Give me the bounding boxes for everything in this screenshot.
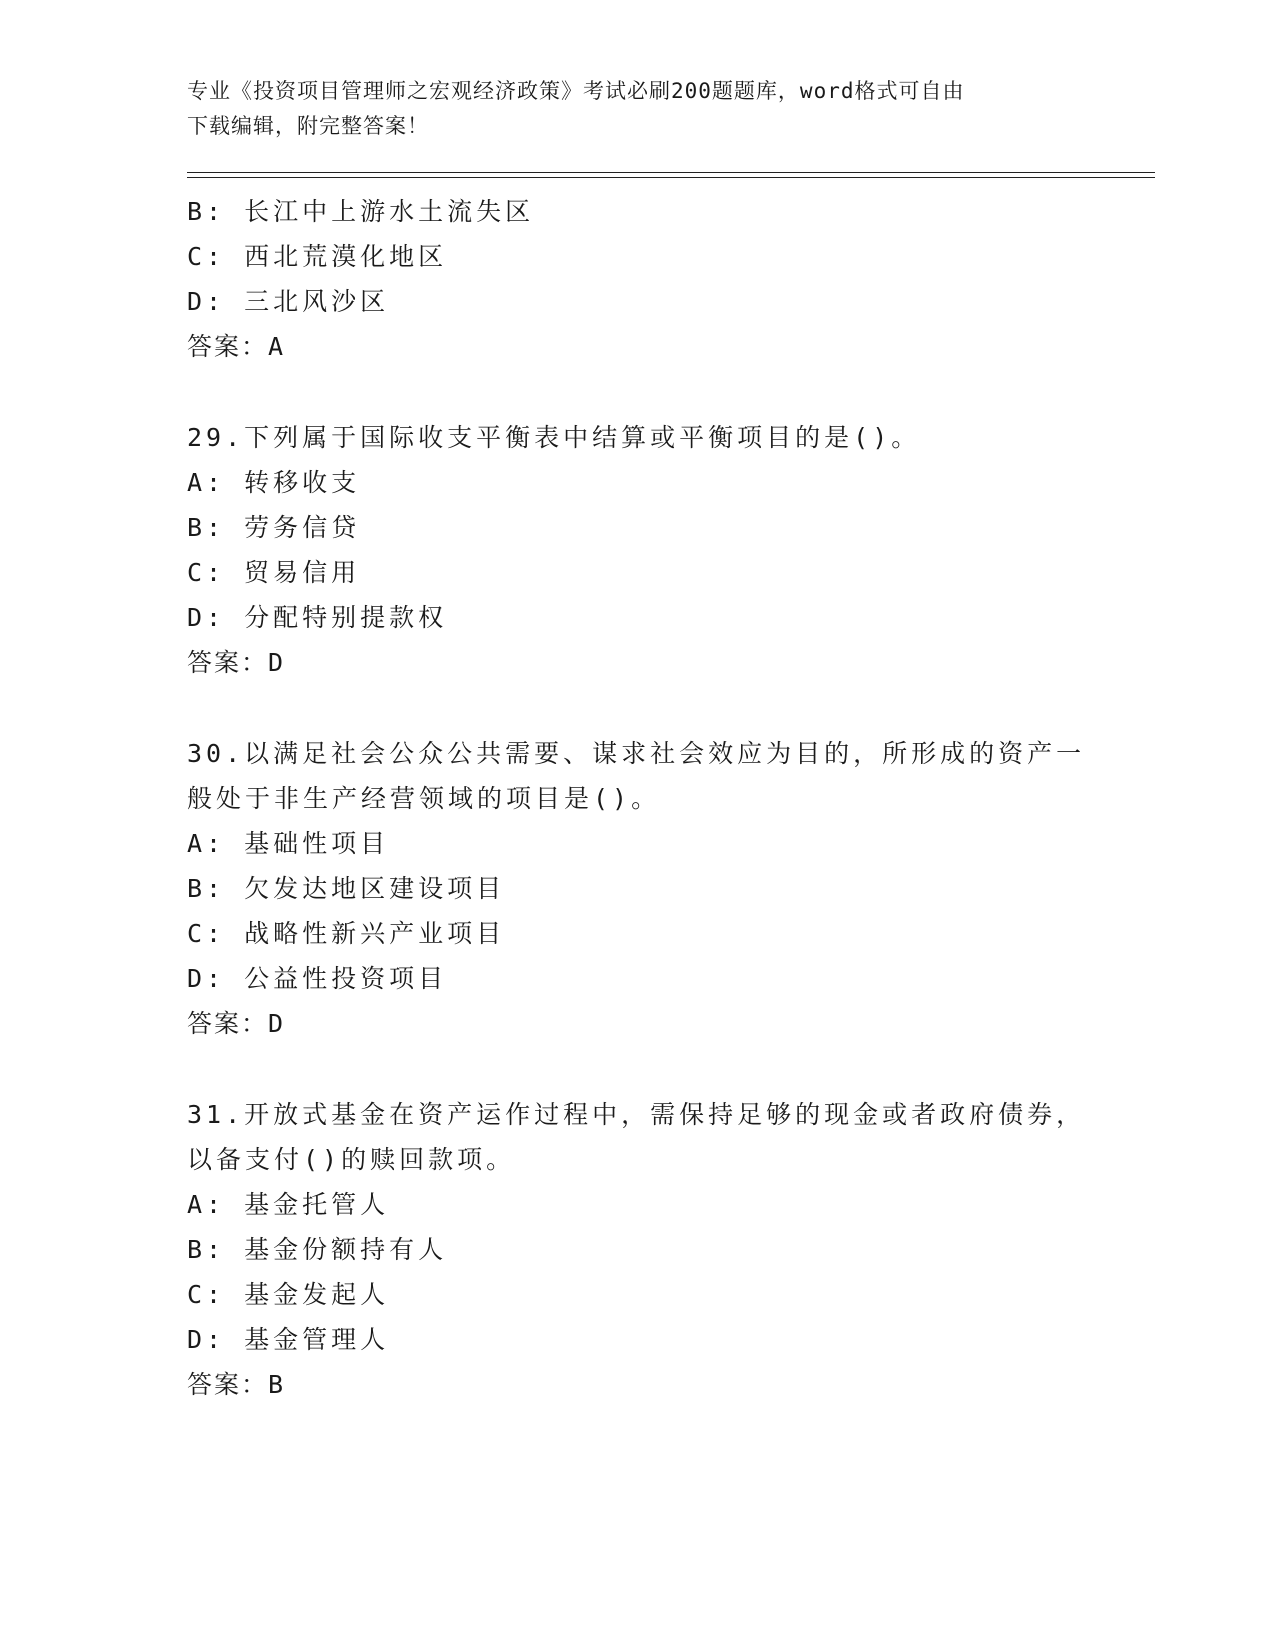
option-a: A: 基础性项目 [187, 829, 390, 858]
option-b: B: 欠发达地区建设项目 [187, 874, 506, 903]
question-stem-line-2: 以备支付()的赎回款项。 [187, 1145, 516, 1174]
document-header [187, 74, 1067, 144]
option-d: D: 分配特别提款权 [187, 603, 448, 632]
question-stem-line-1: 31.开放式基金在资产运作过程中，需保持足够的现金或者政府债券， [187, 1100, 1086, 1129]
answer-line: 答案：D [187, 1009, 286, 1038]
answer-line: 答案：B [187, 1370, 286, 1399]
answer-line: 答案：A [187, 332, 286, 361]
option-d: D: 基金管理人 [187, 1325, 390, 1354]
question-30 [187, 731, 1087, 1048]
header-line-1: 专业《投资项目管理师之宏观经济政策》考试必刷200题题库，word格式可自由 [187, 79, 965, 103]
option-a: A: 转移收支 [187, 468, 361, 497]
header-line-2: 下载编辑，附完整答案！ [187, 114, 429, 138]
option-b: B: 劳务信贷 [187, 513, 361, 542]
option-b: B: 基金份额持有人 [187, 1235, 448, 1264]
question-stem-line-2: 般处于非生产经营领域的项目是()。 [187, 784, 661, 813]
option-d: D: 公益性投资项目 [187, 964, 448, 993]
question-31 [187, 1092, 1087, 1409]
option-d: D: 三北风沙区 [187, 287, 390, 316]
question-list [187, 189, 1087, 1409]
option-c: C: 西北荒漠化地区 [187, 242, 448, 271]
question-stem: 29.下列属于国际收支平衡表中结算或平衡项目的是()。 [187, 423, 921, 452]
option-c: C: 基金发起人 [187, 1280, 390, 1309]
previous-question-tail [187, 189, 1087, 371]
answer-line: 答案：D [187, 648, 286, 677]
option-c: C: 战略性新兴产业项目 [187, 919, 506, 948]
option-a: A: 基金托管人 [187, 1190, 390, 1219]
option-c: C: 贸易信用 [187, 558, 361, 587]
option-b: B: 长江中上游水土流失区 [187, 197, 535, 226]
question-29 [187, 415, 1087, 687]
header-divider-bottom [187, 177, 1155, 178]
header-divider-top [187, 172, 1155, 173]
question-stem-line-1: 30.以满足社会公众公共需要、谋求社会效应为目的，所形成的资产一 [187, 739, 1086, 768]
